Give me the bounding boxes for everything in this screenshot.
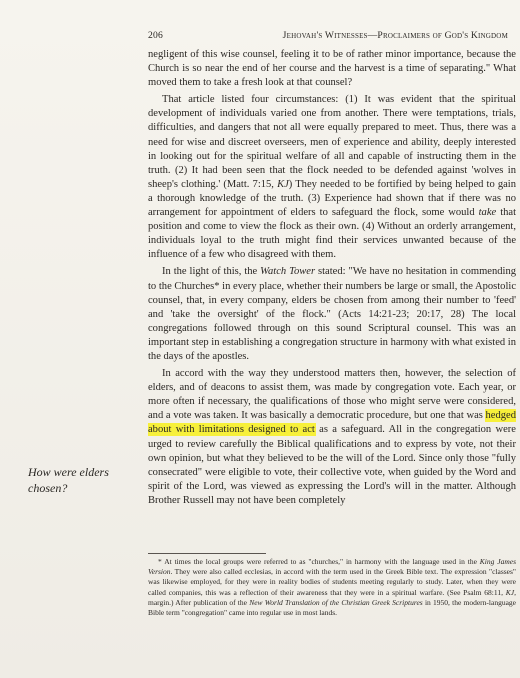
footnote-text (148, 557, 516, 618)
page-header (148, 30, 508, 41)
text-run: that position and come to view the flock as their own. (4) Without an orderly arrangement, individuals loyal to the truth might find their services unwanted because of the influence of a few who disagreed with them. (148, 207, 517, 261)
italic-text: take (478, 207, 497, 219)
footnote-rule (148, 553, 266, 554)
footnote (148, 557, 516, 618)
paragraph (148, 48, 516, 90)
text-run: That article listed four circumstances: (1) It was evident that the spiritual development of individuals varied one from another. There were temptations, trials, difficulties, and dangers that not all were equally prepared to meet. Thus, there was a need for wise and discreet overseers, men of experience and ability, deeply interested in looking out for the spiritual welfare of all and capable of instructing them in the truth. (2) It had been seen that the flock needed to be defended against 'wolves in sheep's clothing.' (Matt. 7:15, (148, 94, 516, 190)
paragraph (148, 367, 516, 508)
text-run: In the light of this, the (162, 266, 261, 278)
side-question: How were elders chosen? (28, 465, 109, 495)
paragraph (148, 265, 516, 364)
text-run: , margin.) After publication of the (148, 587, 516, 607)
text-run: as a safeguard. All in the congregation were urged to review carefully the Biblical qualifications and to express by vote, not their own opinion, but what they believed to be the will of the Lord. Since only those "fully consecrated" were eligible to vote, their collective vote, when guided by the Word and spirit of the Lord, was viewed as expressing the Lord's will in the matter. Although Brother Russell may not have been completely (148, 424, 516, 506)
text-run: ) They needed to be fortified by being helped to gain a thorough knowledge of the truth. (3) Experience had shown that if there was no arrangement for appointment of elders to safeguard the flock, some would (148, 178, 516, 219)
main-text (148, 48, 516, 508)
text-run: stated: "We have no hesitation in commending to the Churches* in every place, whether their numbers be large or small, the Apostolic counsel, that, in every company, elders be chosen from among their number to 'feed' and 'take the oversight' of the flock." (Acts 14:21-23; 20:17, 28) The local congregations followed through on this sound Scriptural counsel. This was an important step in establishing a congregation structure in harmony with what existed in the days of the apostles. (148, 266, 516, 362)
page-number: 206 (148, 30, 163, 41)
text-run: * At times the local groups were referred to as "churches," in harmony with the language used in the (158, 557, 480, 566)
italic-text: King James Version (148, 557, 516, 577)
italic-text: KJ (277, 178, 289, 190)
paragraph (148, 93, 516, 262)
italic-text: KJ (505, 587, 515, 597)
running-title: Jehovah's Witnesses—Proclaimers of God's Kingdom (282, 30, 508, 41)
highlighted-text: hedged about with limitations designed to act (148, 410, 516, 436)
italic-text: New World Translation of the Christian Greek Scriptures (249, 597, 423, 607)
text-run: In accord with the way they understood matters then, however, the selection of elders, and of deacons to assist them, was made by congregation vote. Each year, or more often if necessary, the qualifications of those who might serve were considered, and a vote was taken. It was basically a democratic procedure, but one that was (148, 368, 516, 422)
text-run: negligent of this wise counsel, feeling it to be of rather minor importance, because the Church is so near the end of her course and the harvest is a time of separating." What moved them to take a fresh look at that counsel? (148, 49, 516, 89)
text-run: in 1950, the modern-language Bible term "congregation" came into regular use in most lands. (148, 597, 516, 618)
italic-text: Watch Tower (260, 266, 316, 278)
text-run: . They were also called ecclesias, in accord with the term used in the Greek Bible text. The expression "classes" was likewise employed, for they were in reality bodies of students meeting regularly to study. Later, when they were called companies, this was a reflection of their awareness that they were in a spiritual warfare. (See Psalm 68:11, (148, 567, 516, 597)
